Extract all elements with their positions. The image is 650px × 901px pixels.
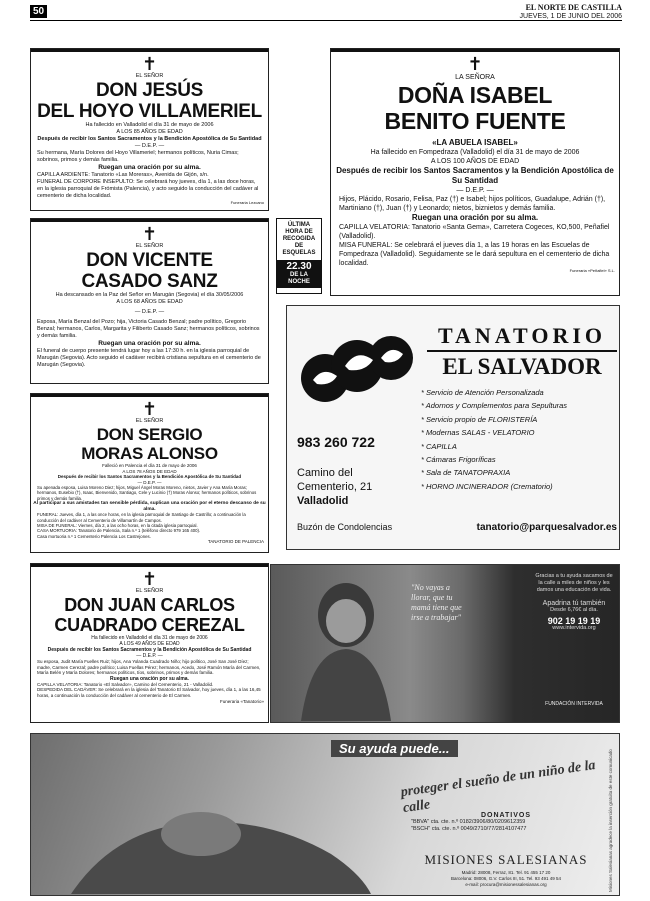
service-item: * CAPILLA	[421, 441, 457, 451]
funeral-home: Funeraria «Tanatorio»	[219, 698, 264, 704]
quote-line: "No vayas a	[411, 583, 450, 592]
funeral: FUNERAL DE CORPORE INSEPULTO: Se celebrará hoy jueves, día 1, a las doce horas, en la iglesia parroquial de Frómista (Palencia), y acto seguido la conducción del cadáver al cementerio de dicha localidad.	[37, 179, 259, 199]
service-item: * Sala de TANATOPRAXIA	[421, 468, 511, 478]
age: A LOS 100 AÑOS DE EDAD	[430, 158, 520, 165]
deceased-name-line2: MORAS ALONSO	[81, 444, 218, 463]
chapel: CAPILLA VELATORIA: Tanatorio «Santa Gema», Carretera Cogeces, KO,500, Peñafiel (Valladolid).	[339, 224, 610, 240]
condolence-box-label: Buzón de Condolencias	[297, 522, 393, 532]
tanatorio-subtitle: EL SALVADOR	[427, 350, 617, 380]
service-item: * HORNO INCINERADOR (Crematorio)	[421, 481, 553, 491]
prayer: Ruegan una oración por su alma.	[98, 340, 201, 347]
cross-icon: ✝	[141, 569, 158, 589]
death-notice: Ha fallecido en Valladolid el día 31 de mayo de 2006	[91, 635, 208, 641]
ad-quote	[411, 583, 491, 623]
family: Su hermana, María Dolores del Hoyo Villameriel; hermanos políticos, Nuria Cimas; sobrinos, primos y demás familia.	[37, 150, 239, 163]
funeral: FUNERAL: Jueves, día 1, a las once horas, en la iglesia parroquial de Santiago de Castrillo; a continuación la conducción del cadáver al Cementerio de Villamartín de Campos.	[37, 512, 246, 523]
vertical-credit: Misiones Salesianas agradece la inserción gratuita de este comunicado	[608, 749, 613, 892]
obituary-topbar	[31, 49, 268, 52]
cross-icon: ✝	[467, 54, 483, 74]
quote-line: llorar, que tu	[411, 593, 453, 602]
quote-line: mamá tiene que	[411, 603, 462, 612]
deceased-name-line2: DEL HOYO VILLAMERIEL	[37, 101, 262, 122]
family: Hijos, Plácido, Rosario, Felisa, Paz (†) e Isabel; hijos políticos, Guadalupe, Adrián (†), Martiniano (†), Juan (†) y Leonardo; nietos, biznietos y demás familia.	[339, 196, 606, 212]
prayer: Ruegan una oración por su alma.	[98, 164, 201, 171]
cross-icon: ✝	[141, 54, 158, 74]
service-item: * Modernas SALAS - VELATORIO	[421, 428, 535, 438]
tanatorio-phone: 983 260 722	[297, 434, 375, 450]
funeral-home: TANATORIO DE PALENCIA	[207, 538, 264, 544]
tanatorio-title: TANATORIO	[437, 323, 607, 348]
cross-icon: ✝	[141, 224, 158, 244]
address-city: Valladolid	[297, 495, 349, 507]
ad-side-text	[533, 573, 615, 632]
obituary-topbar	[331, 49, 619, 52]
obituary-topbar	[31, 564, 268, 567]
ad-email: e-mail: procura@misionessalesianas.org	[465, 882, 547, 887]
funeral: DESPEDIDA DEL CADÁVER: Se celebrará en la iglesia del Tanatorio El Salvador, hoy jueves, día 1, a las 16,45 horas, a continuación la conducción del cadáver al cementerio de El Carmen.	[37, 687, 261, 698]
family: Esposa, María Benzal del Pozo; hija, Victoria Casado Benzal; padre político, Gregorio Benzal; hermanos, Carlos, Margarita y Filiberto Casado Sanz; hermanos políticos, sobrinos y demás familia.	[37, 319, 260, 339]
sacraments: Después de recibir los Santos Sacramentos y la Bendición Apostólica de Su Santidad	[57, 474, 242, 479]
death-notice: Ha fallecido en Fompedraza (Valladolid) el día 31 de mayo de 2006	[370, 149, 580, 156]
deceased-name-line1: DON SERGIO	[96, 425, 203, 444]
issue-date: JUEVES, 1 DE JUNIO DEL 2006	[519, 13, 622, 20]
obituary-topbar	[31, 219, 268, 222]
honorific: LA SEÑORA	[455, 74, 495, 81]
services-list	[421, 386, 617, 493]
notice-line2: HORA DE	[285, 229, 313, 235]
notice-tail1: DE LA	[290, 272, 308, 278]
intervida-ad	[270, 564, 620, 723]
chapel: CAPILLA VELATORIA: Tanatorio «El Salvador», Camino del Cementerio, 21 - Valladolid.	[37, 681, 214, 687]
deceased-name-line1: DON JESÚS	[95, 80, 204, 101]
ad-brand: MISIONES SALESIANAS	[424, 852, 588, 867]
donations-title: DONATIVOS	[480, 812, 532, 819]
sleeping-child-photo-icon	[71, 764, 371, 894]
ad-phone: 902 19 19 19	[547, 616, 601, 626]
sacraments: Después de recibir los Santos Sacramentos y la Bendición Apostólica de Su Santidad	[37, 136, 262, 142]
notice-line4: DE	[294, 243, 304, 249]
tanatorio-address	[297, 466, 372, 508]
ad-script-text	[400, 755, 620, 817]
rip: — D.E.P. —	[134, 309, 165, 315]
ad-web: www.intervida.org	[552, 625, 596, 631]
ad-headline: Su ayuda puede...	[331, 740, 458, 757]
page-header	[520, 4, 622, 21]
newspaper-name: EL NORTE DE CASTILLA	[525, 3, 622, 12]
mass: MISA DE FUNERAL: Viernes, día 2, a las ocho horas, en la citada iglesia parroquial.	[37, 523, 198, 529]
service-item: * Servicio propio de FLORISTERÍA	[421, 414, 538, 424]
funeral-home: Funeraria Lezcano	[230, 200, 264, 205]
sponsor-price: Desde 6,76€ al día.	[550, 607, 598, 613]
chapel: CAPILLA ARDIENTE: Tanatorio «Las Moreras», Avenida de Gijón, s/n.	[37, 172, 209, 178]
honorific: EL SEÑOR	[135, 588, 164, 594]
prayer: Ruegan una oración por su alma.	[110, 675, 189, 682]
age: A LOS 78 AÑOS DE EDAD	[122, 468, 177, 474]
prayer: Al participar a sus amistades tan sensible pérdida, suplican una oración por el eterno descanso de su alma.	[33, 500, 266, 512]
deceased-name-line2: CASADO SANZ	[81, 271, 218, 292]
cross-icon: ✝	[141, 399, 158, 419]
obituary-benito	[330, 48, 620, 296]
notice-line5: ESQUELAS	[282, 250, 316, 256]
family: Su apenada esposa, Luisa Moreno Diez; hijos, Miguel Ángel Moras Moreno, nietos, Javier y Ana María Moras; hermanos, Eusebio (†), Isaac, Bienvenido, Santiago, Cele y Lucinio (†) Moras Alonso; hermanos políticos, sobrinos primos y demás familia.	[37, 485, 257, 501]
header-rule	[30, 20, 622, 21]
script-line1: proteger el sueño de	[399, 769, 518, 801]
death-notice: Falleció en Palencia el día 31 de mayo de 2006	[102, 463, 197, 468]
service-item: * Servicio de Atención Personalizada	[421, 388, 544, 397]
rip: — D.E.P. —	[136, 653, 163, 659]
deceased-name-line2: CUADRADO CEREZAL	[54, 615, 245, 635]
address-line1: Camino del	[297, 467, 353, 479]
age: A LOS 68 AÑOS DE EDAD	[116, 299, 183, 305]
child-photo-icon	[291, 575, 401, 721]
funeral-home: Funeraria «Peñafiel» S.L.	[569, 268, 615, 273]
ad-organization: FUNDACIÓN INTERVIDA	[545, 701, 603, 707]
funeral: MISA FUNERAL: Se celebrará el jueves día 1, a las 19 horas en las Escuelas de Fompedraza (Valladolid). Seguidamente se le dará sepultura en el cementerio de dicha localidad.	[339, 242, 610, 267]
family: Su esposa, Judit María Fuelles Ruiz; hijos, Ana Yolanda Cuadrado Niño; hijo político, José San José Díez; madre, Carmen Cerezal; padre político; Luisa Fuellas Pérez; hermanos, Acedo, José Ramón María del Carmen, María Belén y María Dolores; hermanos políticos, tíos, sobrinos, primos y demás familia.	[37, 659, 261, 676]
rip: — D.E.P. —	[137, 479, 162, 485]
sacraments: Después de recibir los Santos Sacramentos y la Bendición Apostólica de Su Santidad	[336, 166, 614, 185]
honorific: EL SEÑOR	[135, 418, 164, 424]
notice-tail2: NOCHE	[288, 279, 310, 285]
sponsor-call: Apadrina tú también	[542, 600, 606, 607]
deceased-name-line1: DOÑA ISABEL	[397, 82, 553, 108]
donations-block	[411, 812, 601, 833]
honorific: EL SEÑOR	[135, 243, 164, 249]
notice-line3: RECOGIDA	[282, 236, 316, 242]
obituary-hoyo	[30, 48, 269, 211]
deceased-name-line1: DON JUAN CARLOS	[64, 595, 235, 615]
bank-account: "BBVA" cta. cte. n.º 0182/3906/80/0209612359	[411, 819, 526, 825]
obituary-cuadrado	[30, 563, 269, 723]
service-item: * Adornos y Complementos para Sepulturas	[421, 401, 568, 411]
death-notice: Ha descansado en la Paz del Señor en Marugán (Segovia) el día 30/05/2006	[55, 292, 244, 298]
obituary-topbar	[31, 394, 268, 397]
tanatorio-email: tanatorio@parquesalvador.es	[476, 522, 617, 533]
obituary-casado	[30, 218, 269, 384]
nickname: «LA ABUELA ISABEL»	[432, 138, 518, 147]
doves-logo-icon	[295, 318, 415, 418]
obituary-moras	[30, 393, 269, 553]
side-text: Gracias a tu ayuda sacamos de la calle a miles de niños y les damos una educación de vida.	[535, 573, 613, 593]
address-madrid: Madrid: 28008, Ferraz, 81. Tel. 91 455 17 20	[461, 870, 551, 875]
address-barcelona: Barcelona: 08006, G.V. Carlos III, 51. Tel. 93 491 49 54	[450, 876, 562, 881]
age: A LOS 49 AÑOS DE EDAD	[119, 641, 180, 647]
funeral: El funeral de cuerpo presente tendrá lugar hoy a las 17:30 h. en la iglesia parroquial de Marugán (Segovia). Acto seguido el cadáver recibirá cristiana sepultura en el cementerio de Marugán (Segovia).	[37, 348, 261, 368]
rip: — D.E.P. —	[134, 143, 165, 149]
quote-line: irse a trabajar"	[411, 613, 462, 622]
bank-account: "BSCH" cta. cte. n.º 0049/2710/77/2814107477	[411, 826, 527, 832]
honorific: EL SEÑOR	[135, 73, 164, 79]
tanatorio-ad	[286, 305, 620, 550]
rip: — D.E.P. —	[456, 187, 494, 194]
misiones-salesianas-ad	[30, 733, 620, 896]
sacraments: Después de recibir los Santos Sacramentos y la Bendición Apostólica de Su Santidad	[47, 647, 252, 653]
address-line2: Cementerio, 21	[297, 481, 373, 493]
page-number: 50	[30, 5, 47, 18]
notice-time: 22.30	[286, 261, 312, 272]
deadline-notice	[276, 218, 322, 294]
chapel: CASA MORTUORIA: Tanatorio de Palencia, Sala n.º 1 (teléfono directo 979 165 400).	[37, 528, 201, 534]
notice-line1: ÚLTIMA	[287, 222, 311, 228]
death-notice: Ha fallecido en Valladolid el día 31 de mayo de 2006	[85, 122, 214, 128]
ad-addresses	[411, 870, 601, 888]
deceased-name-line1: DON VICENTE	[86, 250, 213, 271]
script-line2: un niño de la calle	[402, 757, 597, 817]
extra-info: Casa mortuoria n.º 1 Cementerio Palencia Los Castrejones.	[37, 533, 151, 539]
service-item: * Cámaras Frigoríficas	[421, 455, 496, 465]
deceased-name-line2: BENITO FUENTE	[384, 108, 566, 134]
age: A LOS 85 AÑOS DE EDAD	[116, 129, 183, 135]
prayer: Ruegan una oración por su alma.	[411, 213, 539, 222]
